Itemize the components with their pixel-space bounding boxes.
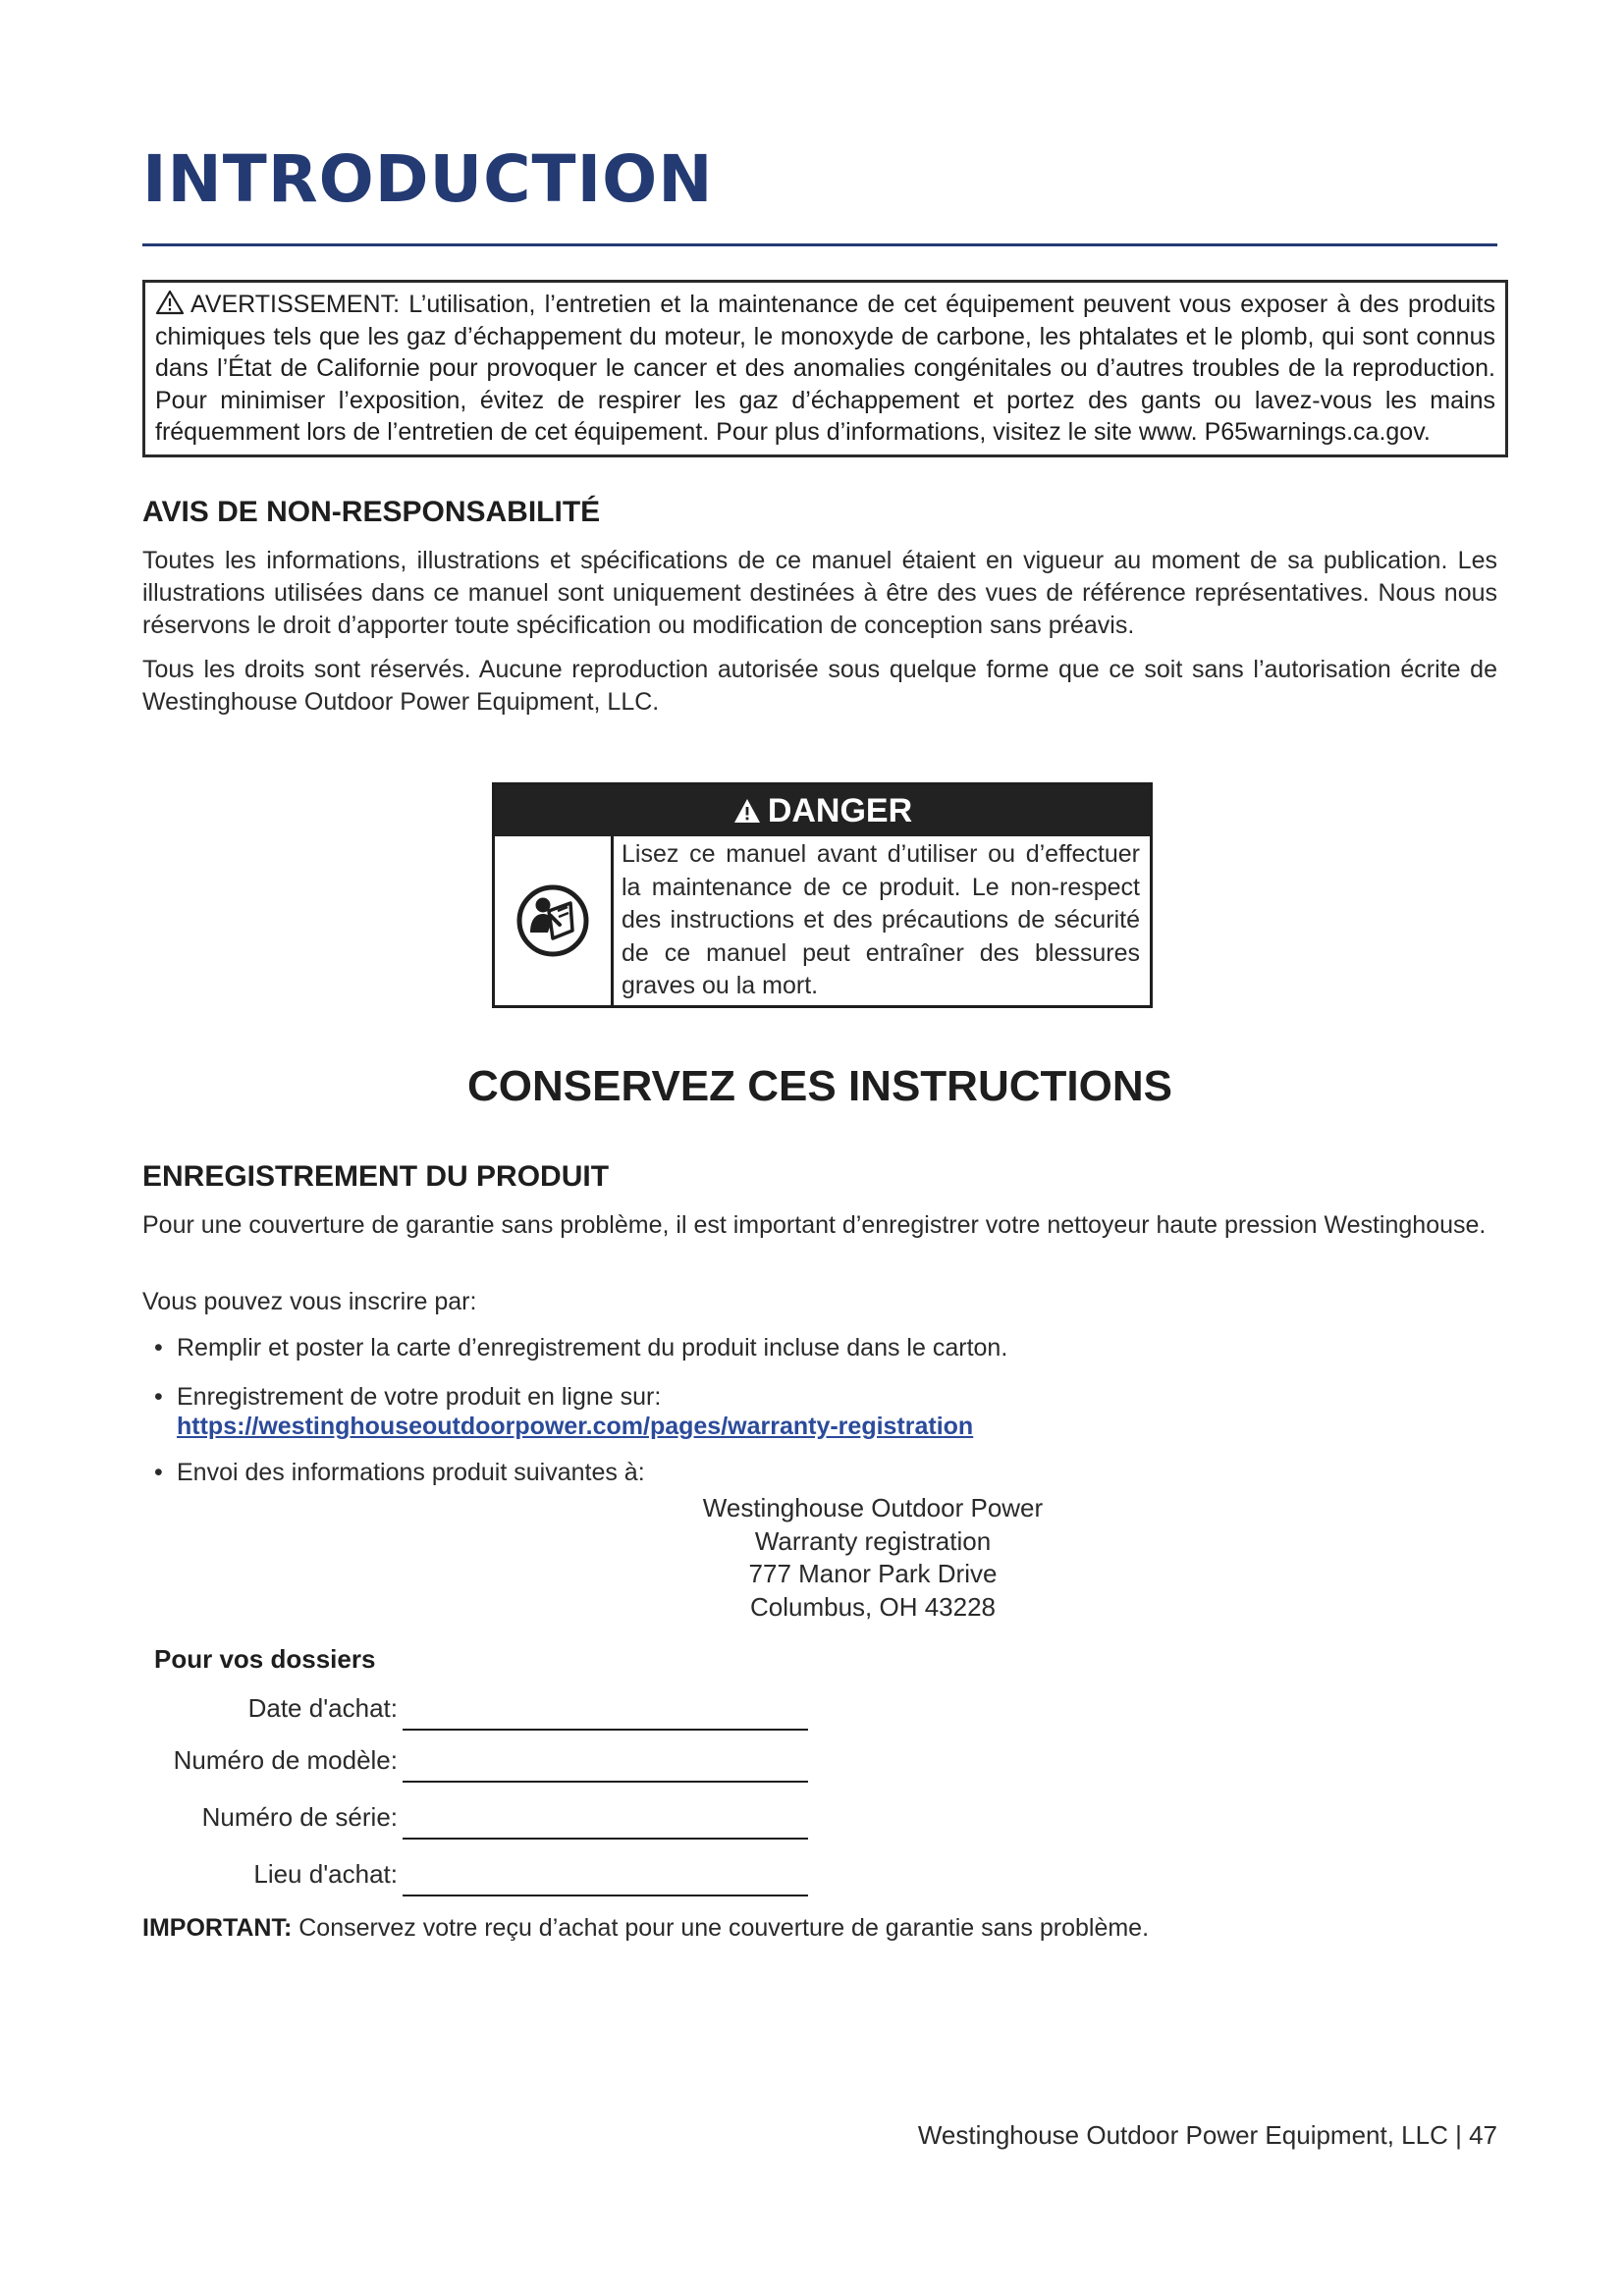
warning-text: L’utilisation, l’entretien et la maintenance de cet équipement peuvent vous exposer à des produits chimiques tels que les gaz d’échappement du moteur, le monoxyde de carbone, les phtalates et le plomb, qui sont connus dans l’État de Californie pour provoquer le cancer et des anomalies congénitales ou d’autres troubles de la reproduction. Pour minimiser l’exposition, évitez de respirer les gaz d’échappement et portez des gants ou lavez-vous les mains fréquemment lors de l’entretien de cet équipement. Pour plus d’informations, visitez le site www. P65warnings.ca.gov.	[155, 291, 1495, 446]
page-footer: Westinghouse Outdoor Power Equipment, LLC | 47	[917, 2120, 1497, 2150]
field-label: Numéro de modèle:	[173, 1745, 398, 1775]
important-note	[142, 1914, 1149, 1943]
danger-body	[495, 836, 1150, 1005]
registration-heading: ENREGISTREMENT DU PRODUIT	[142, 1160, 610, 1193]
important-text: Conservez votre reçu d’achat pour une couverture de garantie sans problème.	[298, 1914, 1150, 1942]
registration-paragraph-2: Vous pouvez vous inscrire par:	[142, 1288, 477, 1315]
warning-triangle-icon	[155, 290, 185, 315]
title-divider	[142, 243, 1497, 246]
address-line: Warranty registration	[754, 1525, 992, 1556]
read-manual-icon	[514, 881, 592, 960]
bullet-text: Envoi des informations produit suivantes à:	[177, 1459, 645, 1486]
bullet-text: Remplir et poster la carte d’enregistrement du produit incluse dans le carton.	[177, 1334, 1008, 1362]
warranty-registration-link[interactable]: https://westinghouseoutdoorpower.com/pages/warranty-registration	[177, 1413, 974, 1440]
field-underline[interactable]	[403, 1895, 808, 1896]
address-line: Westinghouse Outdoor Power	[702, 1493, 1044, 1522]
mailing-address	[142, 1492, 1497, 1624]
bullet-text: Enregistrement de votre produit en ligne sur:	[177, 1383, 662, 1411]
disclaimer-paragraph-1: Toutes les informations, illustrations et spécifications de ce manuel étaient en vigueur au moment de sa publication. Les illustrations utilisées dans ce manuel sont uniquement destinées à être des vues de référence représentatives. Nous nous réservons le droit d’apporter toute spécification ou modification de conception sans préavis.	[142, 547, 1497, 639]
danger-safety-box	[492, 782, 1153, 1008]
purchase-date-field[interactable]	[142, 1693, 810, 1733]
records-heading: Pour vos dossiers	[154, 1644, 376, 1674]
purchase-place-field[interactable]	[142, 1859, 810, 1898]
field-underline[interactable]	[403, 1729, 808, 1731]
disclaimer-paragraph-2: Tous les droits sont réservés. Aucune reproduction autorisée sous quelque forme que ce soit sans l’autorisation écrite de Westinghouse Outdoor Power Equipment, LLC.	[142, 656, 1497, 716]
page-title: INTRODUCTION	[142, 141, 714, 217]
danger-text: Lisez ce manuel avant d’utiliser ou d’effectuer la maintenance de ce produit. Le non-respect des instructions et des précautions de sécurité de ce manuel peut entraîner des blessures graves ou la mort.	[622, 840, 1140, 999]
bullet-dot: •	[154, 1334, 163, 1362]
danger-label: DANGER	[767, 791, 913, 829]
field-label: Lieu d'achat:	[253, 1859, 398, 1889]
field-label: Numéro de série:	[201, 1802, 398, 1832]
address-line: 777 Manor Park Drive	[748, 1559, 998, 1588]
bullet-dot: •	[154, 1459, 163, 1486]
disclaimer-heading: AVIS DE NON-RESPONSABILITÉ	[142, 496, 601, 528]
important-label: IMPORTANT:	[142, 1914, 293, 1942]
field-label: Date d'achat:	[247, 1693, 398, 1723]
danger-icon-cell	[495, 836, 614, 1005]
field-underline[interactable]	[403, 1838, 808, 1840]
serial-number-field[interactable]	[142, 1802, 810, 1842]
save-instructions-heading: CONSERVEZ CES INSTRUCTIONS	[467, 1062, 1172, 1110]
address-line: Columbus, OH 43228	[749, 1591, 997, 1622]
danger-triangle-icon	[732, 797, 762, 825]
field-underline[interactable]	[403, 1781, 808, 1783]
danger-header	[495, 785, 1150, 836]
model-number-field[interactable]	[142, 1745, 810, 1785]
bullet-dot: •	[154, 1383, 163, 1411]
warning-label: AVERTISSEMENT:	[190, 291, 401, 318]
registration-paragraph-1: Pour une couverture de garantie sans problème, il est important d’enregistrer votre nettoyeur haute pression Westinghouse.	[142, 1211, 1487, 1239]
prop65-warning-box	[142, 280, 1508, 457]
